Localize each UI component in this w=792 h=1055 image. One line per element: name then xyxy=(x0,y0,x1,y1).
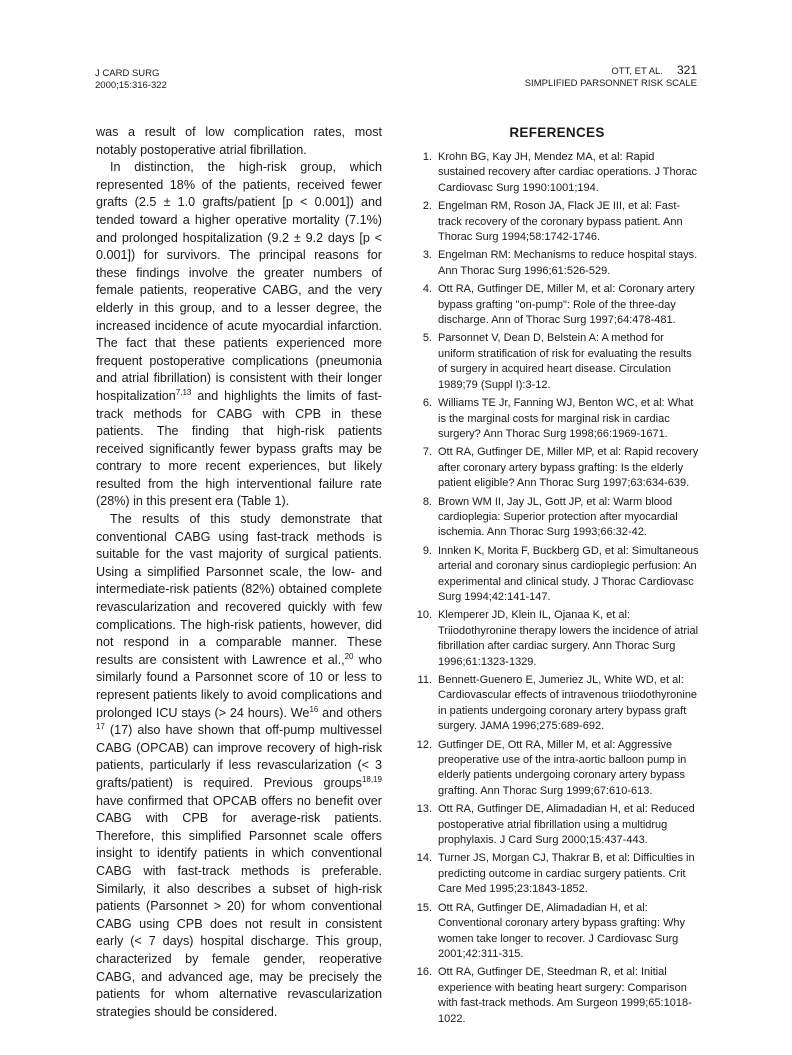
paragraph-2 xyxy=(96,159,382,511)
reference-number: 10. xyxy=(416,609,432,622)
reference-item xyxy=(414,851,700,897)
reference-item xyxy=(414,396,700,442)
reference-text: Innken K, Morita F, Buckberg GD, et al: Simultaneous arterial and coronary sinus cardioplegic perfusion: An experimental and clinical study. J Thorac Cardiovasc Surg 1994;42:141-147. xyxy=(438,544,699,603)
reference-item xyxy=(414,738,700,800)
reference-number: 7. xyxy=(422,446,432,459)
citation-sup: 16 xyxy=(309,704,319,714)
reference-number: 13. xyxy=(416,803,432,816)
reference-number: 14. xyxy=(416,852,432,865)
paragraph-1: was a result of low complication rates, most notably postoperative atrial fibrillation. xyxy=(96,125,382,157)
p2-text-1: In distinction, the high-risk group, which represented 18% of the patients, received fewer grafts (2.5 ± 1.0 grafts/patient [p < 0.001]) and tended toward a higher operative mortality (7.1%) and prolonged hospitalization (9.2 ± 9.2 days [p < 0.001]) for survivors. The principal reasons for these findings involve the greater numbers of female patients, reoperative CABG, and the very elderly in this group, and to a lesser degree, the increased incidence of acute myocardial infarction. The fact that these patients experienced more frequent postoperative complications (pneumonia and atrial fibrillation) is consistent with their longer hospitalization xyxy=(96,160,382,403)
reference-number: 9. xyxy=(422,544,432,557)
reference-text: Parsonnet V, Dean D, Belstein A: A method for uniform stratification of risk for evaluating the results of surgery in acquired heart disease. Circulation 1989;79 (Suppl I):3-12. xyxy=(438,332,692,391)
page-number: 321 xyxy=(676,63,697,77)
reference-text: Engelman RM, Roson JA, Flack JE III, et al: Fast-track recovery of the coronary bypass patient. Ann Thorac Surg 1994;58:1742-1746. xyxy=(438,200,683,244)
body-text-column xyxy=(96,124,382,1021)
reference-text: Gutfinger DE, Ott RA, Miller M, et al: Aggressive preoperative use of the intra-aortic balloon pump in elderly patients undergoing coronary artery bypass grafting. Ann Thorac Surg 1999;67:610-613. xyxy=(438,738,687,797)
reference-number: 2. xyxy=(422,200,432,213)
reference-text: Ott RA, Gutfinger DE, Miller M, et al: Coronary artery bypass grafting "on-pump": Role of the three-day discharge. Ann of Thorac Surg 1997;64:478-481. xyxy=(438,283,695,327)
p3-text-5: have confirmed that OPCAB offers no benefit over CABG with CPB for average-risk patients. Therefore, this simplified Parsonnet scale offers insight to identify patients in which conventional CABG with fast-track methods is preferable. Similarly, it also describes a subset of high-risk patients (Parsonnet > 20) for whom conventional CABG using CPB does not result in consistent early (< 7 days) hospital discharge. This group, characterized by female gender, reoperative CABG, and advanced age, may be precisely the patients for whom alternative revascularization strategies should be considered. xyxy=(96,793,382,1019)
citation-sup: 20 xyxy=(344,651,354,661)
reference-text: Ott RA, Gutfinger DE, Steedman R, et al: Initial experience with beating heart surgery: Comparison with fast-track methods. Am Surgeon 1999;65:1018-1022. xyxy=(438,966,692,1025)
reference-text: Ott RA, Gutfinger DE, Miller MP, et al: Rapid recovery after coronary artery bypass grafting: Is the elderly patient eligible? Ann Thorac Surg 1997;63:634-639. xyxy=(438,446,699,490)
p3-text-3: and others xyxy=(318,705,382,720)
header-authors: OTT, ET AL. xyxy=(611,66,663,77)
reference-number: 4. xyxy=(422,283,432,296)
paragraph-3 xyxy=(96,511,382,1021)
references-section xyxy=(414,124,700,1030)
reference-item xyxy=(414,544,700,606)
reference-number: 11. xyxy=(417,674,432,686)
reference-item xyxy=(414,901,700,963)
references-heading: REFERENCES xyxy=(509,125,605,140)
p3-text-4: (17) also have shown that off-pump multivessel CABG (OPCAB) can improve recovery of high-risk patients, particularly if less revascularization (< 3 grafts/patient) is required. Previous groups xyxy=(96,723,382,790)
reference-text: Klemperer JD, Klein IL, Ojanaa K, et al: Triiodothyronine therapy lowers the incidence of atrial fibrillation after cardiac surgery. Ann Thorac Surg 1996;61:1323-1329. xyxy=(438,609,699,668)
reference-text: Ott RA, Gutfinger DE, Alimadadian H, et al: Reduced postoperative atrial fibrillation using a multidrug prophylaxis. J Card Surg 2000;15:437-443. xyxy=(438,803,695,847)
reference-number: 16. xyxy=(416,966,432,979)
reference-number: 1. xyxy=(422,151,432,163)
reference-text: Turner JS, Morgan CJ, Thakrar B, et al: Difficulties in predicting outcome in cardiac surgery patients. Crit Care Med 1995;23:1843-1852. xyxy=(438,852,695,896)
reference-item xyxy=(414,282,700,328)
reference-item xyxy=(414,608,700,670)
reference-number: 3. xyxy=(422,249,432,262)
reference-number: 5. xyxy=(422,332,432,345)
journal-name: J CARD SURG xyxy=(95,68,160,79)
reference-number: 12. xyxy=(416,738,432,751)
reference-text: Krohn BG, Kay JH, Mendez MA, et al: Rapid sustained recovery after cardiac operations. J Thorac Cardiovasc Surg 1990:1001;194. xyxy=(438,151,698,194)
reference-list xyxy=(414,150,700,1027)
reference-text: Brown WM II, Jay JL, Gott JP, et al: Warm blood cardioplegia: Superior protection after myocardial ischemia. Ann Thorac Surg 1993;66:32-42. xyxy=(438,495,678,539)
reference-item xyxy=(414,248,700,279)
reference-item xyxy=(414,495,700,541)
running-header-right xyxy=(525,64,697,90)
reference-item xyxy=(414,199,700,245)
running-title: SIMPLIFIED PARSONNET RISK SCALE xyxy=(524,78,697,89)
citation-sup: 7,13 xyxy=(175,387,192,397)
reference-item xyxy=(414,150,700,196)
reference-number: 8. xyxy=(422,495,432,508)
volume-info: 2000;15:316-322 xyxy=(95,80,167,91)
reference-text: Engelman RM: Mechanisms to reduce hospital stays. Ann Thorac Surg 1996;61:526-529. xyxy=(438,249,698,277)
citation-sup: 18,19 xyxy=(361,774,382,784)
reference-number: 6. xyxy=(422,397,432,410)
running-header-left xyxy=(95,68,167,92)
reference-item xyxy=(414,445,700,491)
reference-text: Bennett-Guenero E, Jumeriez JL, White WD, et al: Cardiovascular effects of intravenous triiodothyronine in patients undergoing coronary artery bypass graft surgery. JAMA 1996;275:689-692. xyxy=(438,674,698,733)
p3-text-1: The results of this study demonstrate that conventional CABG using fast-track methods is suitable for the vast majority of surgical patients. Using a simplified Parsonnet scale, the low- and intermediate-risk patients (82%) obtained complete revascularization and recovered quickly with few complications. The high-risk patients, however, did not respond in a comparable manner. These results are consistent with Lawrence et al., xyxy=(96,512,382,667)
reference-item xyxy=(414,965,700,1027)
reference-number: 15. xyxy=(416,901,432,914)
reference-item xyxy=(414,673,700,735)
reference-item xyxy=(414,802,700,848)
p3-text-2: who similarly found a Parsonnet score of 10 or less to represent patients likely to avoid complications and prolonged ICU stays (> 24 hours). We xyxy=(96,652,383,720)
reference-text: Ott RA, Gutfinger DE, Alimadadian H, et al: Conventional coronary artery bypass grafting: Why women take longer to recover. J Cardiovasc Surg 2001;42:311-315. xyxy=(438,901,686,960)
reference-item xyxy=(414,331,700,393)
reference-text: Williams TE Jr, Fanning WJ, Benton WC, et al: What is the marginal costs for marginal risk in cardiac surgery? Ann Thorac Surg 1998;66:1969-1671. xyxy=(438,397,694,440)
citation-sup: 17 xyxy=(96,722,105,731)
p2-text-2: and highlights the limits of fast-track methods for CABG with CPB in these patients. The finding that high-risk patients received significantly fewer bypass grafts may be contrary to more recent experiences, but likely resulted from the high interventional failure rate (28%) in this present era (Table 1). xyxy=(96,388,382,509)
